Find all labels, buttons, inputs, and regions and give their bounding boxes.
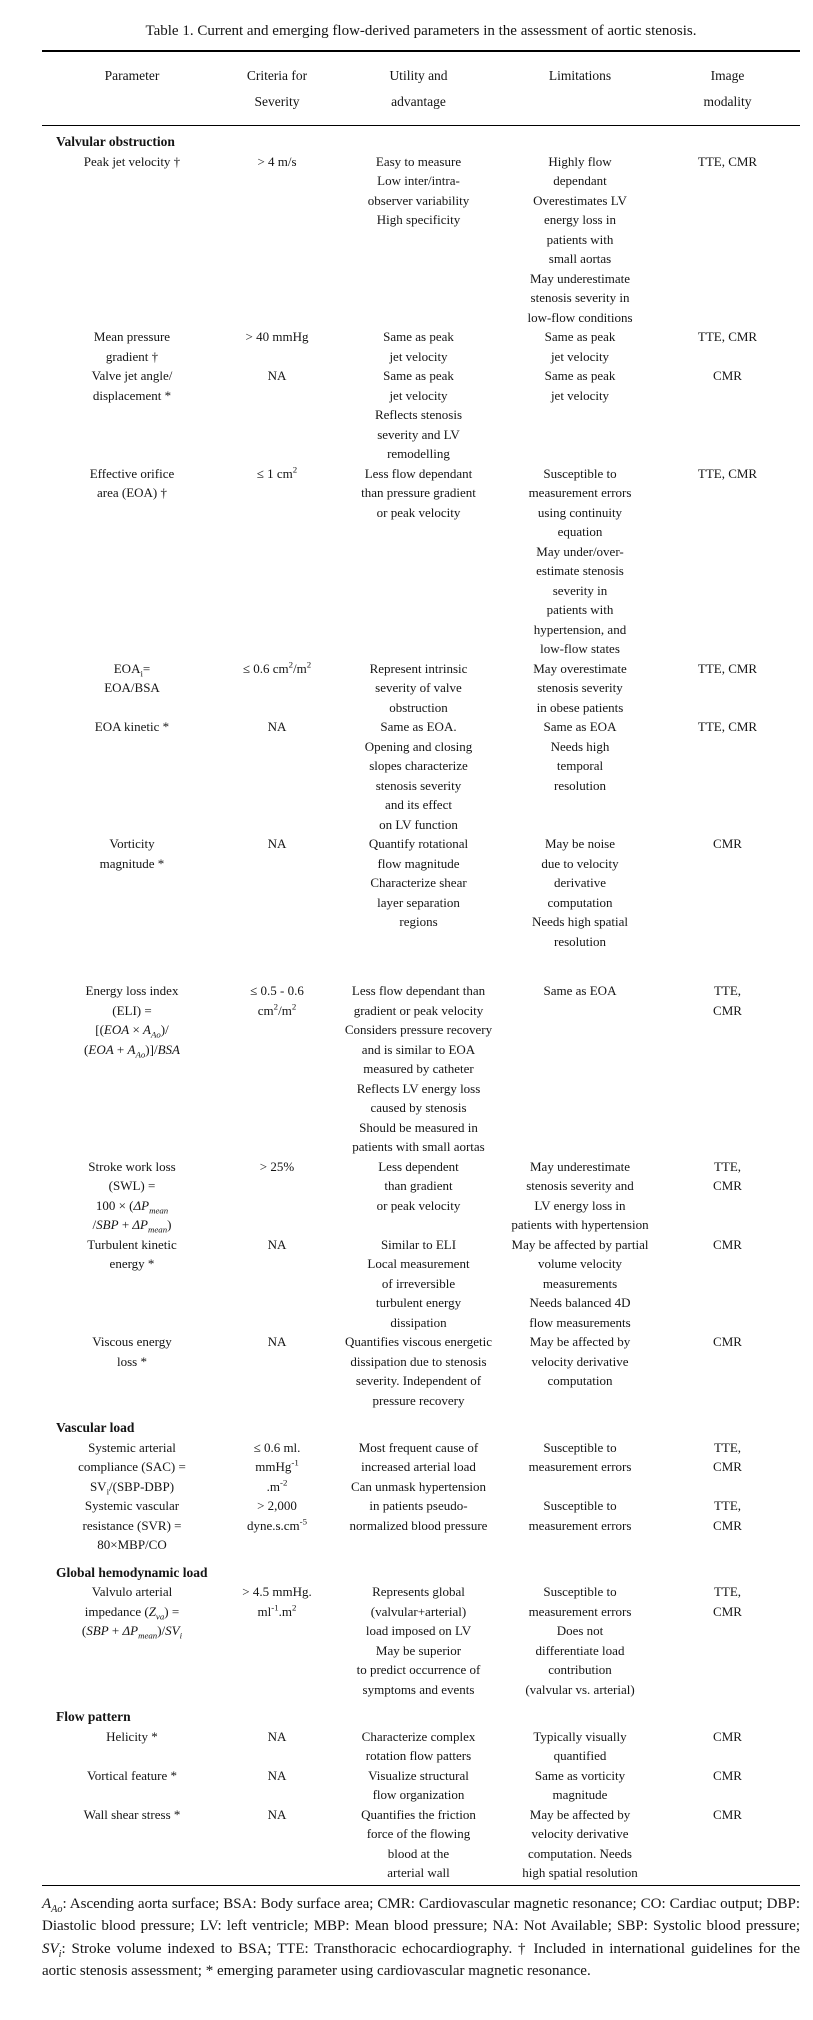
parameter-cell: Vortical feature *	[87, 1767, 177, 1783]
utility-cell: Visualize structural flow organization	[368, 1767, 469, 1802]
modality-cell: TTE, CMR	[713, 1158, 742, 1193]
section-heading: Flow pattern	[56, 1709, 131, 1724]
parameter-cell: $EOA_i=$ EOA/BSA	[104, 660, 160, 695]
footnote: $A_{Ao}$: Ascending aorta surface; BSA: Body surface area; CMR: Cardiovascular magnetic resonance; CO: Cardiac output; DBP: Diastolic blood pressure; LV: left ventricle; MBP: Mean blood pressure; NA: Not Available; SBP: Systolic blood pressure; $SV_i$: Stroke volume indexed to BSA; TTE: Transthoracic echocardiography. † Included in international guidelines for the aortic stenosis assessment; * emerging parameter using cardiovascular magnetic resonance.	[42, 1895, 800, 1979]
section-heading: Global hemodynamic load	[56, 1564, 208, 1580]
parameter-cell: Turbulent kinetic energy *	[87, 1236, 177, 1271]
limitations-cell: Typically visually quantified	[533, 1728, 627, 1763]
parameter-cell: EOA kinetic *	[94, 719, 170, 734]
modality-cell: CMR	[713, 368, 742, 383]
table-row	[42, 1235, 800, 1333]
section-heading: Valvular obstruction	[56, 134, 175, 149]
table-row	[42, 1727, 800, 1766]
criteria-cell: NA	[267, 1806, 287, 1822]
limitations-cell: Same as EOA Needs high temporal resolution	[543, 719, 617, 793]
modality-cell: CMR	[713, 1806, 742, 1822]
criteria-cell: NA	[267, 719, 287, 734]
table-body	[42, 126, 800, 1885]
modality-cell: TTE, CMR	[713, 1439, 742, 1474]
parameter-cell: Stroke work loss (SWL) = $100 \times (\Delta P_{mean}$ $/SBP + \Delta P_{mean}$)	[88, 1158, 176, 1235]
utility-cell: Same as peak jet velocity	[383, 329, 454, 364]
section-heading: Vascular load	[56, 1420, 135, 1435]
criteria-cell: > 2,000 $dyne.s.cm^{-5}$	[246, 1498, 308, 1533]
column-header: Limitations	[548, 68, 612, 83]
utility-cell: Easy to measure Low inter/intra- observer variability High specificity	[367, 153, 470, 227]
utility-cell: Same as EOA. Opening and closing slopes characterize stenosis severity and its effect on LV function	[364, 719, 473, 832]
column-header: Criteria for Severity	[246, 68, 308, 109]
limitations-cell: May be affected by velocity derivative computation. Needs high spatial resolution	[522, 1806, 638, 1880]
modality-cell: TTE, CMR	[713, 983, 742, 1018]
utility-cell: Most frequent cause of increased arterial load Can unmask hypertension	[350, 1439, 487, 1494]
modality-cell: CMR	[713, 1728, 742, 1744]
criteria-cell: NA	[267, 836, 287, 851]
table-row	[42, 152, 800, 328]
criteria-cell: NA	[267, 1334, 287, 1349]
limitations-cell: May be noise due to velocity derivative computation Needs high spatial resolution	[531, 836, 629, 949]
utility-cell: Less flow dependant than pressure gradient or peak velocity	[361, 465, 476, 520]
modality-cell: TTE, CMR	[713, 1498, 742, 1533]
table-row	[42, 834, 800, 951]
criteria-cell: ≤ 0.6 $cm^2/m^2$	[242, 659, 312, 676]
limitations-cell: Same as vorticity magnitude	[534, 1767, 626, 1802]
utility-cell: Represent intrinsic severity of valve obstruction	[369, 660, 468, 715]
utility-cell: Quantifies the friction force of the flowing blood at the arterial wall	[361, 1806, 476, 1880]
modality-cell: CMR	[713, 836, 742, 851]
criteria-cell: > 40 mmHg	[245, 329, 309, 344]
limitations-cell: May underestimate stenosis severity and LV energy loss in patients with hypertension	[511, 1158, 649, 1232]
table-row	[42, 1766, 800, 1805]
modality-cell: TTE, CMR	[713, 1584, 742, 1619]
parameter-cell: Systemic arterial compliance (SAC) = $SV_i/(SBP-DBP)$	[78, 1439, 186, 1497]
criteria-cell: ≤ 0.6 ml. mmHg$^{-1}$ $.m^{-2}$	[253, 1439, 301, 1494]
modality-cell: TTE, CMR	[697, 465, 758, 481]
limitations-cell: Susceptible to measurement errors using continuity equation May under/over- estimate stenosis severity in patients with hypertension, and low-flow states	[528, 465, 632, 656]
parameters-table	[42, 50, 800, 1983]
parameter-cell: Valve jet angle/ displacement *	[91, 368, 173, 403]
limitations-cell: Same as EOA	[543, 983, 617, 998]
criteria-cell: > 25%	[259, 1158, 295, 1174]
criteria-cell: NA	[267, 1236, 287, 1252]
limitations-cell: Highly flow dependant Overestimates LV energy loss in patients with small aortas May underestimate stenosis severity in low-flow conditions	[527, 153, 633, 325]
table-row	[42, 717, 800, 834]
limitations-cell: Same as peak jet velocity	[544, 368, 616, 403]
table-row	[42, 659, 800, 718]
table-row	[42, 366, 800, 464]
criteria-cell: > 4 m/s	[257, 153, 297, 169]
limitations-cell: May be affected by velocity derivative computation	[529, 1334, 631, 1388]
modality-cell: TTE, CMR	[697, 153, 758, 169]
utility-cell: Same as peak jet velocity Reflects stenosis severity and LV remodelling	[374, 368, 462, 461]
limitations-cell: Susceptible to measurement errors	[528, 1439, 632, 1474]
parameter-cell: Helicity *	[106, 1728, 158, 1744]
parameter-cell: Peak jet velocity †	[83, 153, 181, 169]
table-row	[42, 981, 800, 1157]
table-row	[42, 1438, 800, 1497]
table-row	[42, 1496, 800, 1555]
table-caption: Table 1. Current and emerging flow-derived parameters in the assessment of aortic stenosis.	[145, 23, 697, 39]
utility-cell: in patients pseudo- normalized blood pressure	[349, 1498, 488, 1533]
limitations-cell: Same as peak jet velocity	[544, 329, 616, 364]
utility-cell: Similar to ELI Local measurement of irreversible turbulent energy dissipation	[367, 1236, 470, 1330]
criteria-cell: ≤ 1 $cm^2$	[256, 464, 298, 481]
parameter-cell: Wall shear stress *	[83, 1806, 181, 1822]
paper-page	[42, 0, 800, 1983]
criteria-cell: NA	[267, 368, 287, 383]
parameter-cell: Systemic vascular resistance (SVR) = 80×MBP/CO	[82, 1498, 182, 1552]
header-row	[42, 52, 800, 125]
parameter-cell: Viscous energy loss *	[92, 1334, 172, 1369]
parameter-cell: Valvulo arterial impedance $(Z_{va})$ = $(SBP + \Delta P_{mean})/SV_i$	[81, 1584, 183, 1641]
limitations-cell: Susceptible to measurement errors	[528, 1498, 632, 1533]
column-header: Parameter	[104, 68, 160, 83]
utility-cell: Less dependent than gradient or peak velocity	[376, 1158, 461, 1213]
table-row	[42, 464, 800, 659]
criteria-cell: NA	[267, 1728, 287, 1744]
parameter-cell: Vorticity magnitude *	[99, 836, 165, 871]
column-header: Utility and advantage	[389, 68, 448, 109]
table-row	[42, 1157, 800, 1235]
table-row	[42, 327, 800, 366]
limitations-cell: May be affected by partial volume velocity measurements Needs balanced 4D flow measurements	[511, 1236, 649, 1330]
utility-cell: Less flow dependant than gradient or peak velocity Considers pressure recovery and is similar to EOA measured by catheter Reflects LV energy loss caused by stenosis Should be measured in patients with small aortas	[344, 983, 493, 1154]
column-header: Image modality	[703, 68, 752, 109]
parameter-cell: Mean pressure gradient †	[93, 329, 171, 364]
modality-cell: CMR	[713, 1334, 742, 1349]
table-row	[42, 1805, 800, 1883]
modality-cell: TTE, CMR	[697, 329, 758, 344]
parameter-cell: Energy loss index (ELI) = [$(EOA \times A_{Ao})/$ $(EOA + A_{Ao})$]/BSA	[84, 983, 180, 1060]
utility-cell: Quantifies viscous energetic dissipation due to stenosis severity. Independent of pressure recovery	[344, 1334, 493, 1408]
modality-cell: CMR	[713, 1767, 742, 1783]
modality-cell: TTE, CMR	[697, 719, 758, 734]
limitations-cell: May overestimate stenosis severity in obese patients	[533, 660, 627, 715]
utility-cell: Represents global (valvular+arterial) load imposed on LV May be superior to predict occurrence of symptoms and events	[356, 1584, 481, 1697]
table-row	[42, 1332, 800, 1410]
utility-cell: Characterize complex rotation flow patters	[361, 1728, 476, 1763]
criteria-cell: > 4.5 mmHg. $ml^{-1}.m^2$	[242, 1584, 312, 1619]
parameter-cell: Effective orifice area (EOA) †	[89, 465, 175, 500]
criteria-cell: NA	[267, 1767, 287, 1783]
modality-cell: TTE, CMR	[697, 660, 758, 676]
table-row	[42, 1582, 800, 1699]
criteria-cell: ≤ 0.5 - 0.6 $cm^2/m^2$	[250, 983, 304, 1018]
limitations-cell: Susceptible to measurement errors Does not differentiate load contribution (valvular vs. arterial)	[525, 1584, 635, 1697]
modality-cell: CMR	[713, 1236, 742, 1252]
utility-cell: Quantify rotational flow magnitude Characterize shear layer separation regions	[368, 836, 469, 929]
